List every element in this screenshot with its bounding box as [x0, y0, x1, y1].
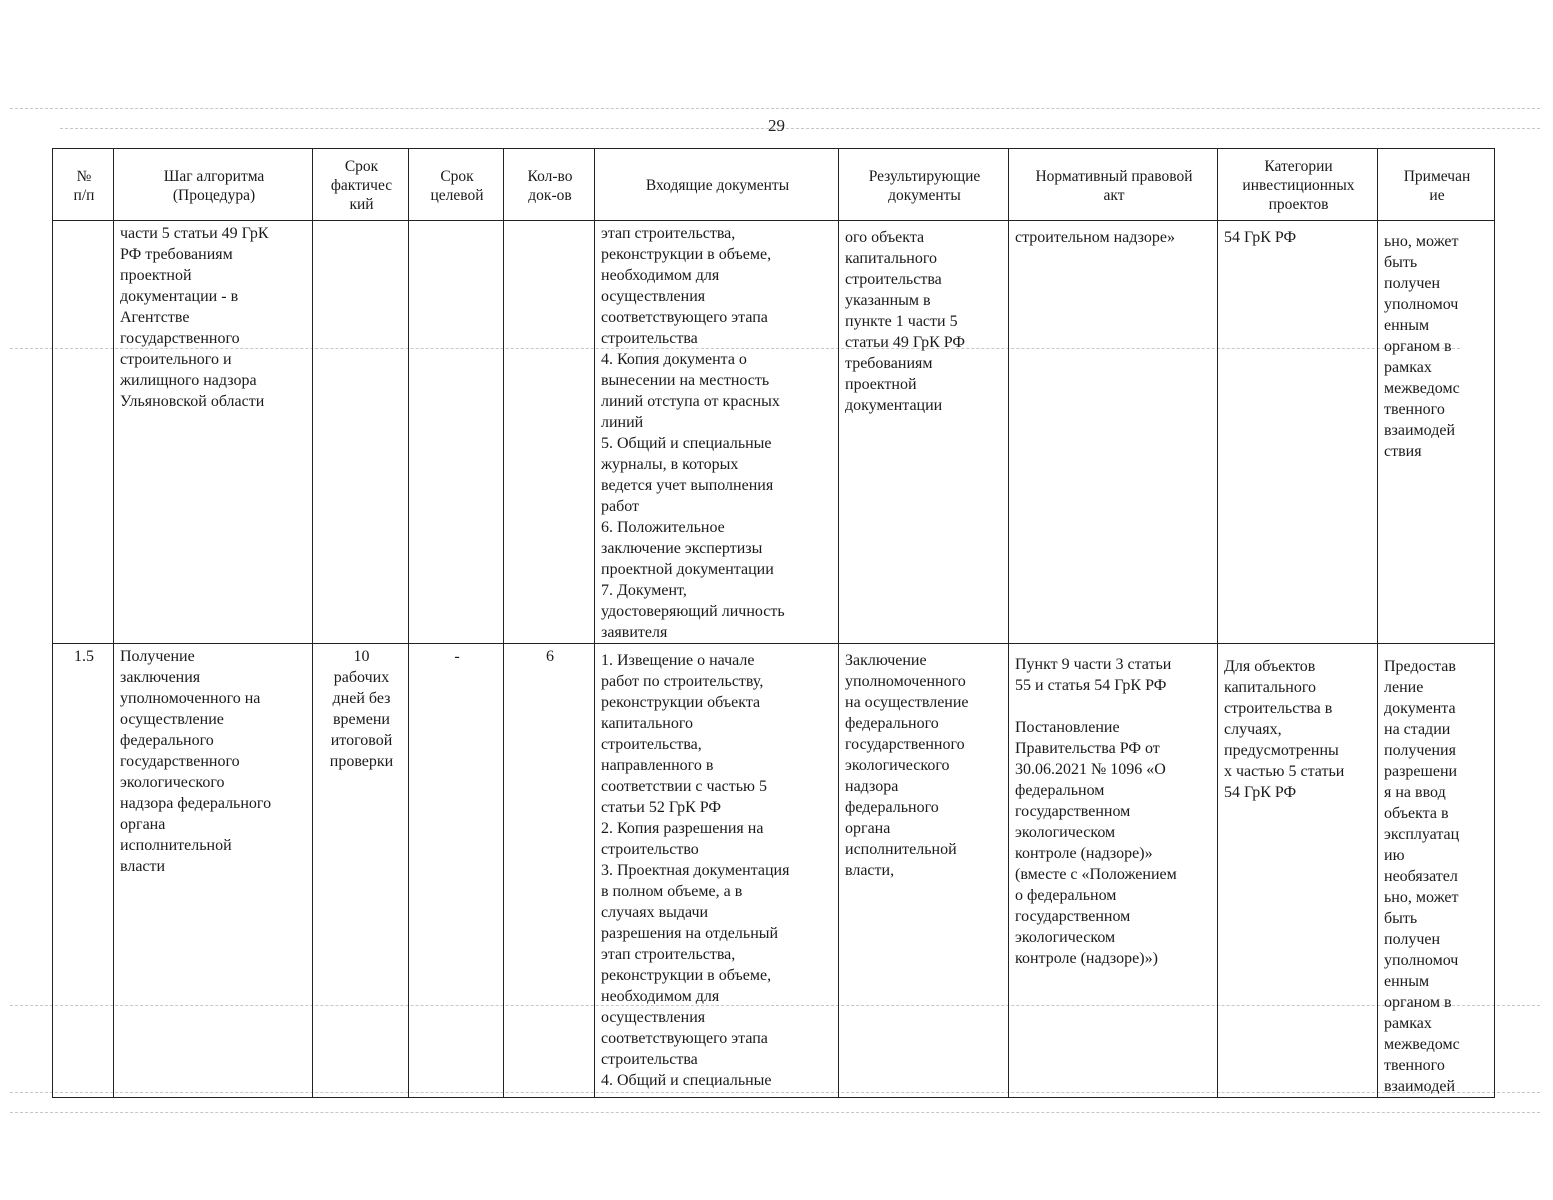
algorithm-table — [52, 148, 1495, 1098]
cell-num — [53, 221, 114, 644]
header-num: № п/п — [53, 149, 114, 221]
header-incoming-docs: Входящие документы — [595, 149, 839, 221]
cell-term-target: - — [409, 644, 504, 1098]
cell-legal-act: строительном надзоре» — [1009, 221, 1218, 644]
header-doc-count: Кол-во док-ов — [504, 149, 595, 221]
page-number: 29 — [768, 116, 785, 135]
cell-note: Предостав ление документа на стадии получения разрешени я на ввод объекта в эксплуатац ию необязател ьно, может быть получен уполномоч енным органом в рамках межведомс твенного взаимодей — [1378, 644, 1495, 1098]
cell-incoming-docs: этап строительства, реконструкции в объеме, необходимом для осуществления соответствующего этапа строительства 4. Копия документа о вынесении на местность линий отступа от красных линий 5. Общий и специальные журналы, в которых ведется учет выполнения работ 6. Положительное заключение экспертизы проектной документации 7. Документ, удостоверяющий личность заявителя — [595, 221, 839, 644]
cell-incoming-docs: 1. Извещение о начале работ по строительству, реконструкции объекта капитального строительства, направленного в соответствии с частью 5 статьи 52 ГрК РФ 2. Копия разрешения на строительство 3. Проектная документация в полном объеме, а в случаях выдачи разрешения на отдельный этап строительства, реконструкции в объеме, необходимом для осуществления соответствующего этапа строительства 4. Общий и специальные — [595, 644, 839, 1098]
cell-categories: Для объектов капитального строительства в случаях, предусмотренны х частью 5 статьи 54 ГрК РФ — [1218, 644, 1378, 1098]
cell-doc-count — [504, 221, 595, 644]
header-categories: Категории инвестиционных проектов — [1218, 149, 1378, 221]
header-row — [53, 149, 1495, 221]
scan-artifact-line — [10, 108, 1540, 109]
cell-step: части 5 статьи 49 ГрК РФ требованиям проектной документации - в Агентстве государственного строительного и жилищного надзора Ульяновской области — [114, 221, 313, 644]
cell-categories: 54 ГрК РФ — [1218, 221, 1378, 644]
cell-legal-act: Пункт 9 части 3 статьи 55 и статья 54 ГрК РФ Постановление Правительства РФ от 30.06.2021 № 1096 «О федеральном государственном экологическом контроле (надзоре)» (вместе с «Положением о федеральном государственном экологическом контроле (надзоре)») — [1009, 644, 1218, 1098]
cell-result-docs: Заключение уполномоченного на осуществление федерального государственного экологического надзора федерального органа исполнительной власти, — [839, 644, 1009, 1098]
header-note: Примечан ие — [1378, 149, 1495, 221]
cell-result-docs: ого объекта капитального строительства указанным в пункте 1 части 5 статьи 49 ГрК РФ требованиям проектной документации — [839, 221, 1009, 644]
cell-num: 1.5 — [53, 644, 114, 1098]
cell-term-actual: 10 рабочих дней без времени итоговой проверки — [313, 644, 409, 1098]
cell-note: ьно, может быть получен уполномоч енным органом в рамках межведомс твенного взаимодей ствия — [1378, 221, 1495, 644]
cell-term-target — [409, 221, 504, 644]
cell-doc-count: 6 — [504, 644, 595, 1098]
table-row-1-5 — [53, 644, 1495, 1098]
header-result-docs: Результирующие документы — [839, 149, 1009, 221]
header-term-actual: Срок фактичес кий — [313, 149, 409, 221]
header-step: Шаг алгоритма (Процедура) — [114, 149, 313, 221]
cell-term-actual — [313, 221, 409, 644]
cell-step: Получение заключения уполномоченного на осуществление федерального государственного экологического надзора федерального органа исполнительной власти — [114, 644, 313, 1098]
table-row-continued — [53, 221, 1495, 644]
header-legal-act: Нормативный правовой акт — [1009, 149, 1218, 221]
scan-artifact-line — [10, 1112, 1540, 1113]
header-term-target: Срок целевой — [409, 149, 504, 221]
